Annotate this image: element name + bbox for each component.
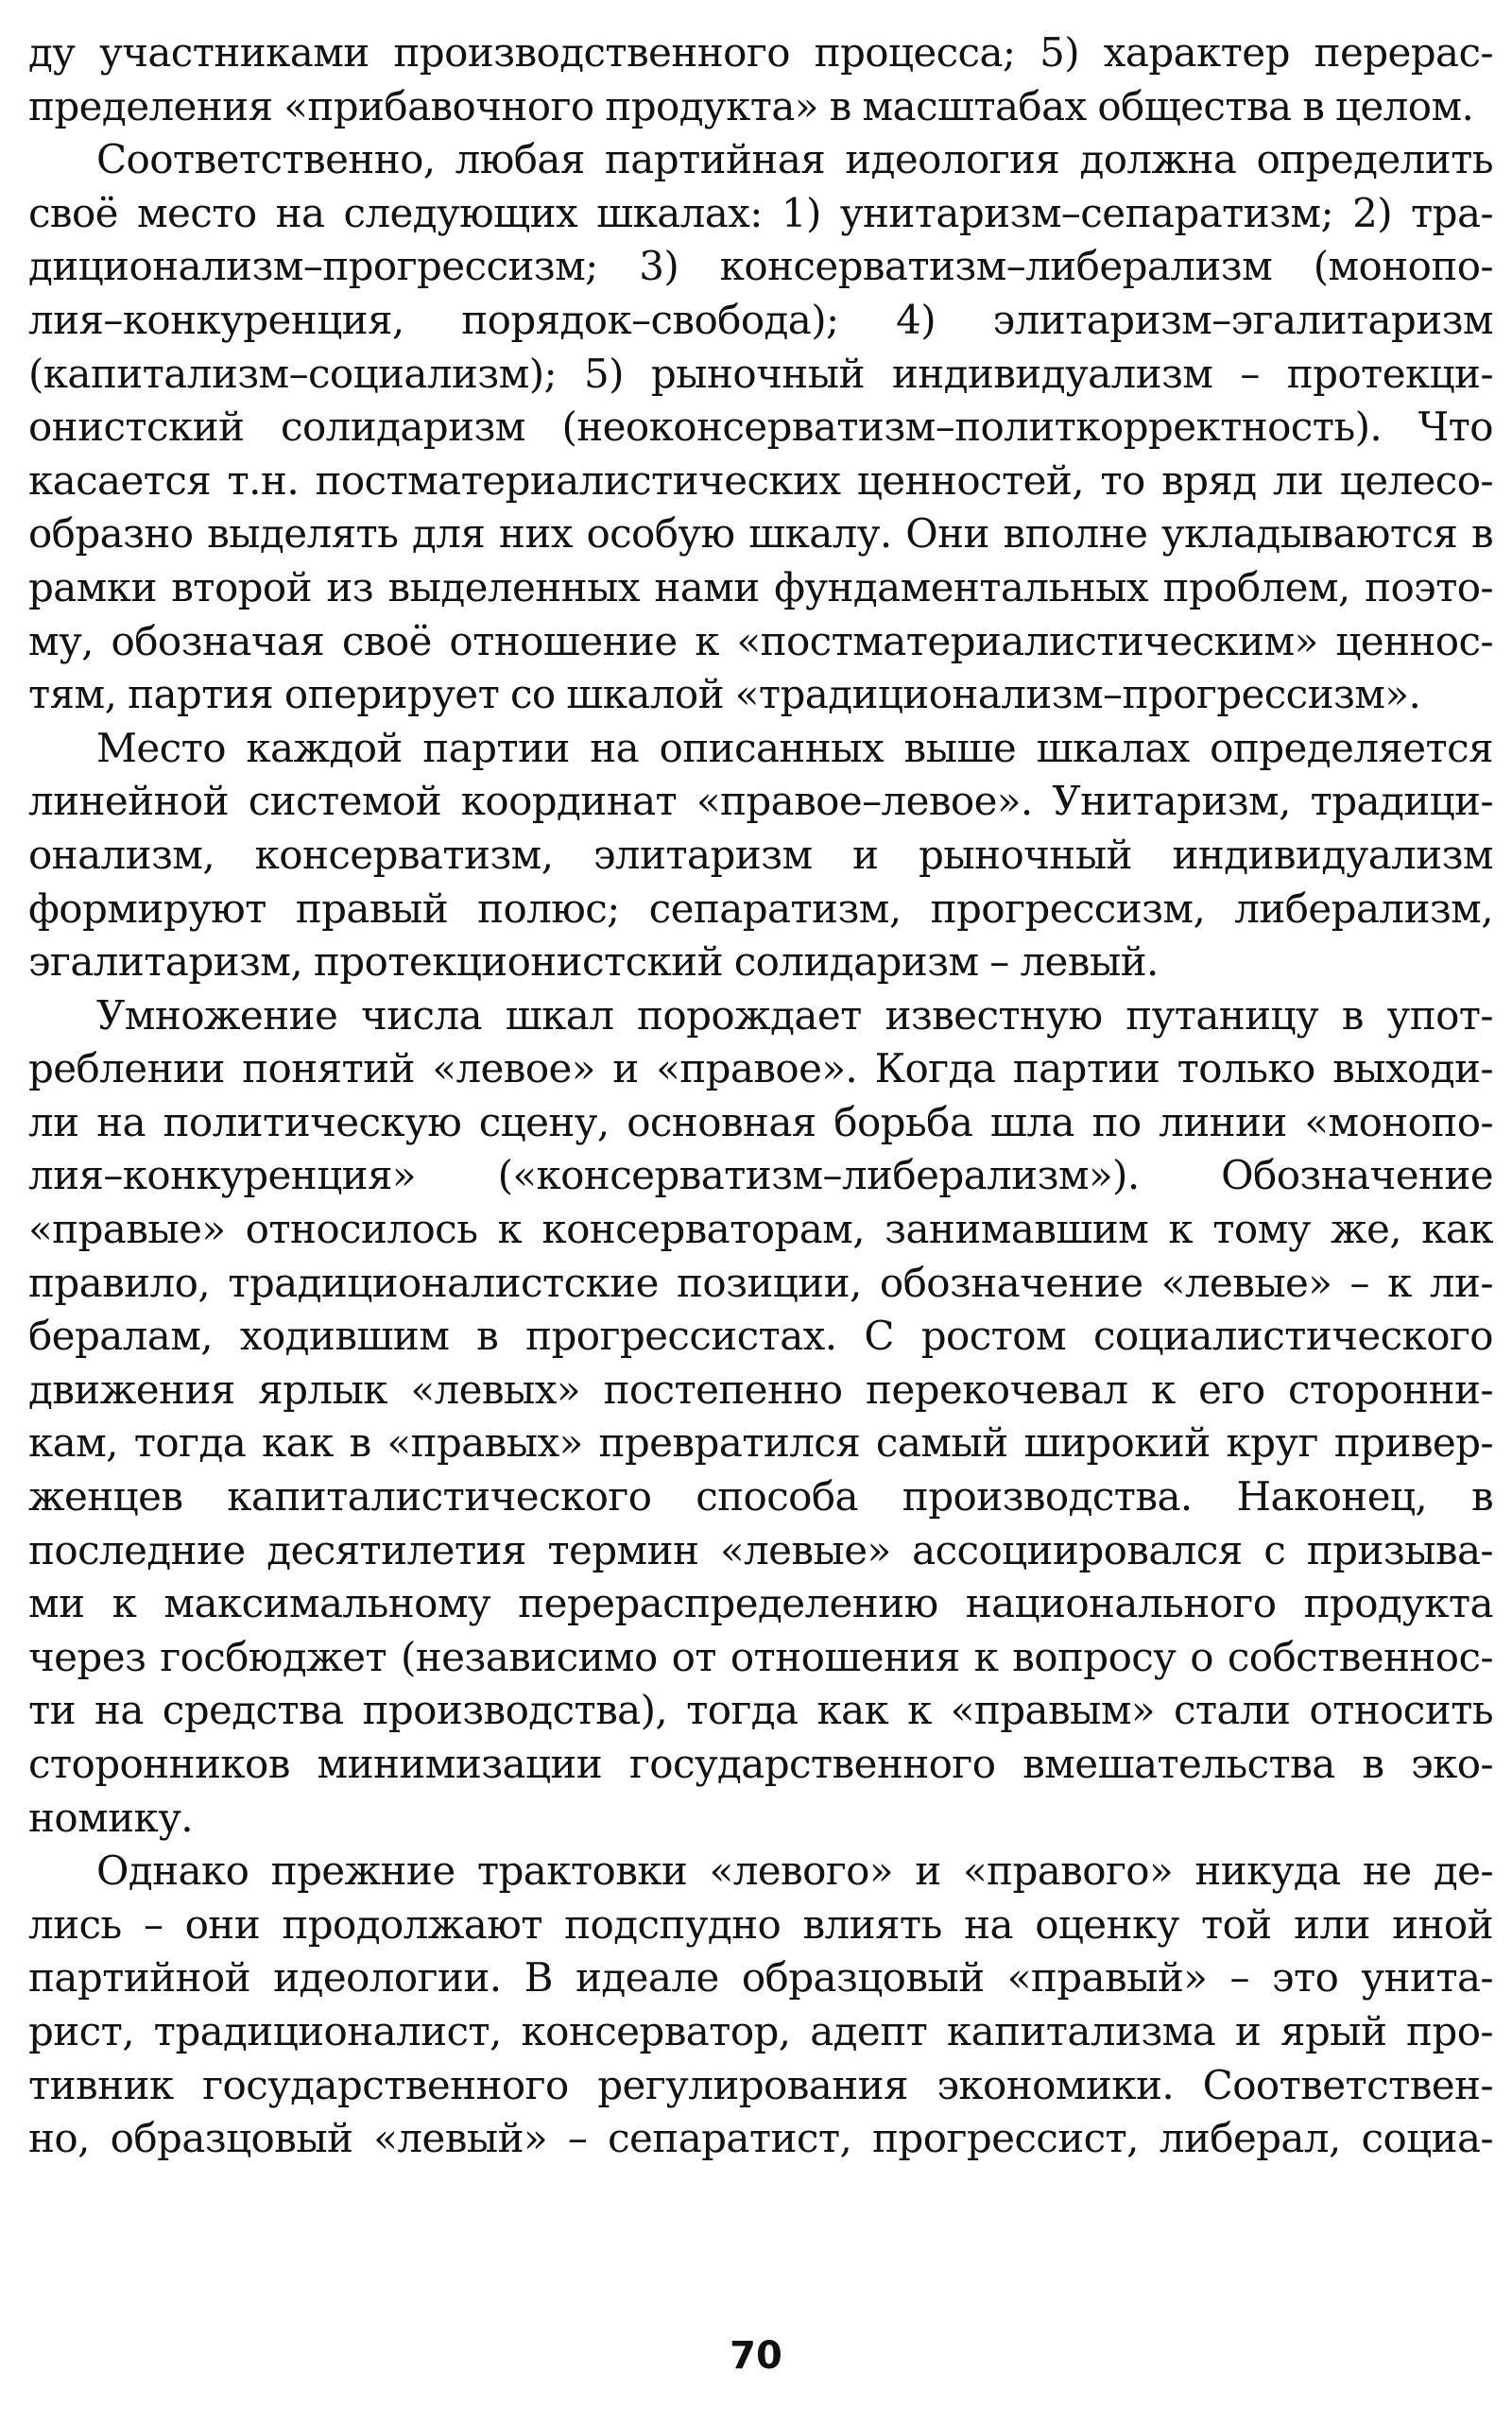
text-line: партийной идеологии. В идеале образцовый «правый» – это унита- bbox=[28, 1954, 1493, 2002]
text-line: номику. bbox=[28, 1794, 194, 1841]
text-line: сторонников минимизации государственного вмешательства в эко- bbox=[28, 1741, 1493, 1787]
text-line: реблении понятий «левое» и «правое». Когда партии только выходи- bbox=[28, 1045, 1493, 1092]
text-line: ми к максимальному перераспределению национального продукта bbox=[28, 1580, 1493, 1627]
text-line: движения ярлык «левых» постепенно перекочевал к его сторонни- bbox=[28, 1366, 1493, 1413]
text-line: тям, партия оперирует со шкалой «традиционализм–прогрессизм». bbox=[28, 671, 1421, 718]
text-line: лись – они продолжают подспудно влиять на оценку той или иной bbox=[28, 1900, 1493, 1948]
text-line: Умножение числа шкал порождает известную путаницу в упот- bbox=[96, 991, 1493, 1039]
text-line: касается т.н. постматериалистических ценностей, то вряд ли целесо- bbox=[28, 456, 1493, 504]
text-line: ти на средства производства), тогда как к «правым» стали относить bbox=[28, 1687, 1493, 1734]
text-line: Место каждой партии на описанных выше шкалах определяется bbox=[96, 724, 1493, 771]
paragraph bbox=[28, 722, 1493, 989]
text-line: бералам, ходившим в прогрессистах. С ростом социалистического bbox=[28, 1313, 1493, 1360]
text-line: лия–конкуренция, порядок–свобода); 4) элитаризм–эгалитаризм bbox=[28, 296, 1493, 343]
paragraph bbox=[28, 1845, 1493, 2166]
text-line: правило, традиционалистские позиции, обозначение «левые» – к ли- bbox=[28, 1259, 1493, 1306]
text-line: му, обозначая своё отношение к «постматериалистическим» ценнос- bbox=[28, 617, 1493, 664]
text-line: онализм, консерватизм, элитаризм и рыночный индивидуализм bbox=[28, 831, 1493, 878]
text-line: линейной системой координат «правое–левое». Унитаризм, традици- bbox=[28, 778, 1493, 825]
text-line: тивник государственного регулирования экономики. Соответствен- bbox=[28, 2061, 1493, 2108]
text-line: «правые» относилось к консерваторам, занимавшим к тому же, как bbox=[28, 1206, 1493, 1253]
text-line: диционализм–прогрессизм; 3) консерватизм–либерализм (монопо- bbox=[28, 243, 1493, 290]
text-line: онистский солидаризм (неоконсерватизм–политкорректность). Что bbox=[28, 404, 1493, 451]
paragraph bbox=[28, 26, 1493, 133]
paragraph bbox=[28, 989, 1493, 1846]
text-line: формируют правый полюс; сепаратизм, прогрессизм, либерализм, bbox=[28, 885, 1493, 932]
text-line: ли на политическую сцену, основная борьба шла по линии «монопо- bbox=[28, 1098, 1493, 1145]
text-line: женцев капиталистического способа производства. Наконец, в bbox=[28, 1473, 1493, 1521]
text-line: (капитализм–социализм); 5) рыночный индивидуализм – протекци- bbox=[28, 350, 1493, 397]
text-line: лия–конкуренция» («консерватизм–либерализм»). Обозначение bbox=[28, 1152, 1493, 1199]
text-line: Однако прежние трактовки «левого» и «правого» никуда не де- bbox=[96, 1847, 1493, 1895]
text-line: последние десятилетия термин «левые» ассоциировался с призыва- bbox=[28, 1526, 1493, 1573]
text-line: Соответственно, любая партийная идеология должна определить bbox=[96, 136, 1493, 183]
page-number: 70 bbox=[730, 2334, 782, 2378]
text-line: образно выделять для них особую шкалу. Они вполне укладываются в bbox=[28, 510, 1493, 558]
text-line: рамки второй из выделенных нами фундаментальных проблем, поэто- bbox=[28, 563, 1493, 610]
text-line: эгалитаризм, протекционистский солидаризм – левый. bbox=[28, 938, 1159, 986]
page-body bbox=[28, 26, 1493, 2166]
text-line: рист, традиционалист, консерватор, адепт капитализма и ярый про- bbox=[28, 2007, 1493, 2054]
text-line: но, образцовый «левый» – сепаратист, прогрессист, либерал, социа- bbox=[28, 2115, 1493, 2162]
text-line: пределения «прибавочного продукта» в масштабах общества в целом. bbox=[28, 82, 1474, 129]
text-line: ду участниками производственного процесса; 5) характер перерас- bbox=[28, 29, 1493, 76]
text-line: своё место на следующих шкалах: 1) унитаризм–сепаратизм; 2) тра- bbox=[28, 189, 1493, 236]
paragraph bbox=[28, 133, 1493, 722]
text-line: через госбюджет (независимо от отношения к вопросу о собственнос- bbox=[28, 1633, 1493, 1680]
text-line: кам, тогда как в «правых» превратился самый широкий круг привер- bbox=[28, 1419, 1493, 1467]
